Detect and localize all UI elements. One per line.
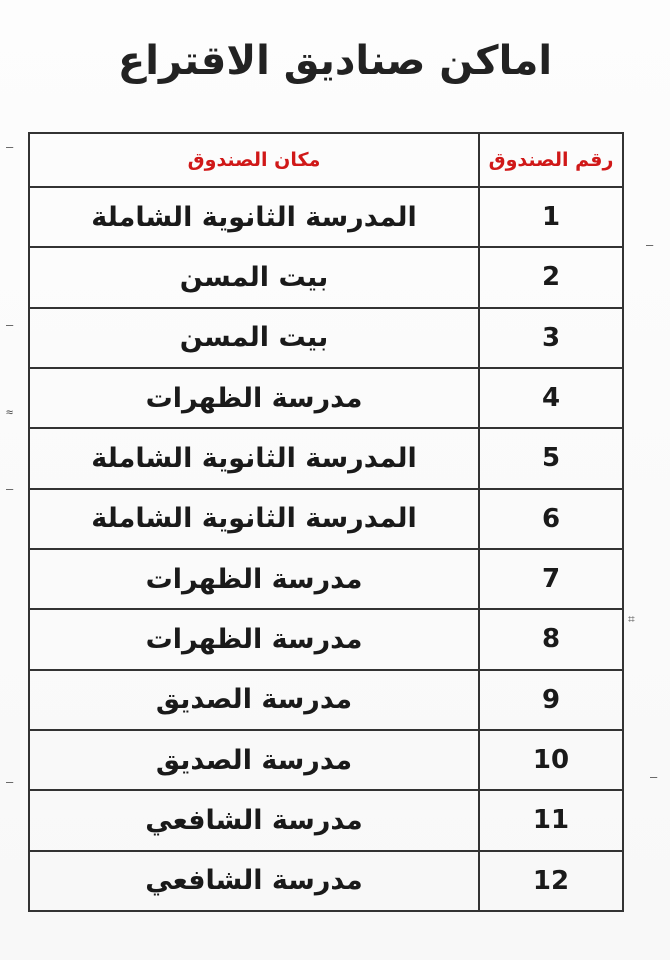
box-place-cell: مدرسة الشافعي xyxy=(145,865,363,897)
margin-tick-mark: – xyxy=(6,318,14,332)
box-number-cell: 2 xyxy=(478,248,622,306)
box-number-cell: 11 xyxy=(478,791,622,849)
box-place-cell: المدرسة الثانوية الشاملة xyxy=(91,442,417,474)
box-number-cell: 6 xyxy=(478,490,622,548)
page-title: اماكن صناديق الاقتراع xyxy=(117,38,553,84)
box-place-cell: بيت المسن xyxy=(179,261,329,293)
box-number-cell: 5 xyxy=(478,429,622,487)
margin-tick-mark: – xyxy=(646,238,654,252)
box-place-cell: مدرسة الصديق xyxy=(155,744,353,776)
box-number-cell: 8 xyxy=(478,610,622,668)
box-number-cell: 7 xyxy=(478,550,622,608)
box-number-cell: 10 xyxy=(478,731,622,789)
table-row xyxy=(30,248,622,308)
table-row xyxy=(30,490,622,550)
box-number-cell: 9 xyxy=(478,671,622,729)
box-number-cell: 3 xyxy=(478,309,622,367)
table-row xyxy=(30,369,622,429)
ballot-box-table xyxy=(28,132,624,912)
margin-scribble-mark: ⌗ xyxy=(628,612,635,626)
header-box-place: مكان الصندوق xyxy=(187,149,321,171)
table-row xyxy=(30,852,622,910)
margin-tick-mark: – xyxy=(650,770,658,784)
margin-scribble-mark: ≈ xyxy=(6,405,14,419)
header-box-number: رقم الصندوق xyxy=(478,134,622,186)
box-place-cell: مدرسة الشافعي xyxy=(145,804,363,836)
table-row xyxy=(30,791,622,851)
box-place-cell: مدرسة الصديق xyxy=(155,684,353,716)
margin-tick-mark: – xyxy=(6,482,14,496)
table-header-row xyxy=(30,134,622,188)
margin-tick-mark: – xyxy=(6,775,14,789)
box-number-cell: 1 xyxy=(478,188,622,246)
table-row xyxy=(30,731,622,791)
box-place-cell: المدرسة الثانوية الشاملة xyxy=(91,201,417,233)
table-row xyxy=(30,550,622,610)
table-row xyxy=(30,429,622,489)
box-number-cell: 4 xyxy=(478,369,622,427)
box-place-cell: المدرسة الثانوية الشاملة xyxy=(91,503,417,535)
table-row xyxy=(30,671,622,731)
margin-tick-mark: – xyxy=(6,140,14,154)
box-number-cell: 12 xyxy=(478,852,622,910)
table-row xyxy=(30,309,622,369)
box-place-cell: بيت المسن xyxy=(179,322,329,354)
box-place-cell: مدرسة الظهرات xyxy=(145,563,363,595)
table-row xyxy=(30,188,622,248)
table-row xyxy=(30,610,622,670)
box-place-cell: مدرسة الظهرات xyxy=(145,382,363,414)
box-place-cell: مدرسة الظهرات xyxy=(145,623,363,655)
